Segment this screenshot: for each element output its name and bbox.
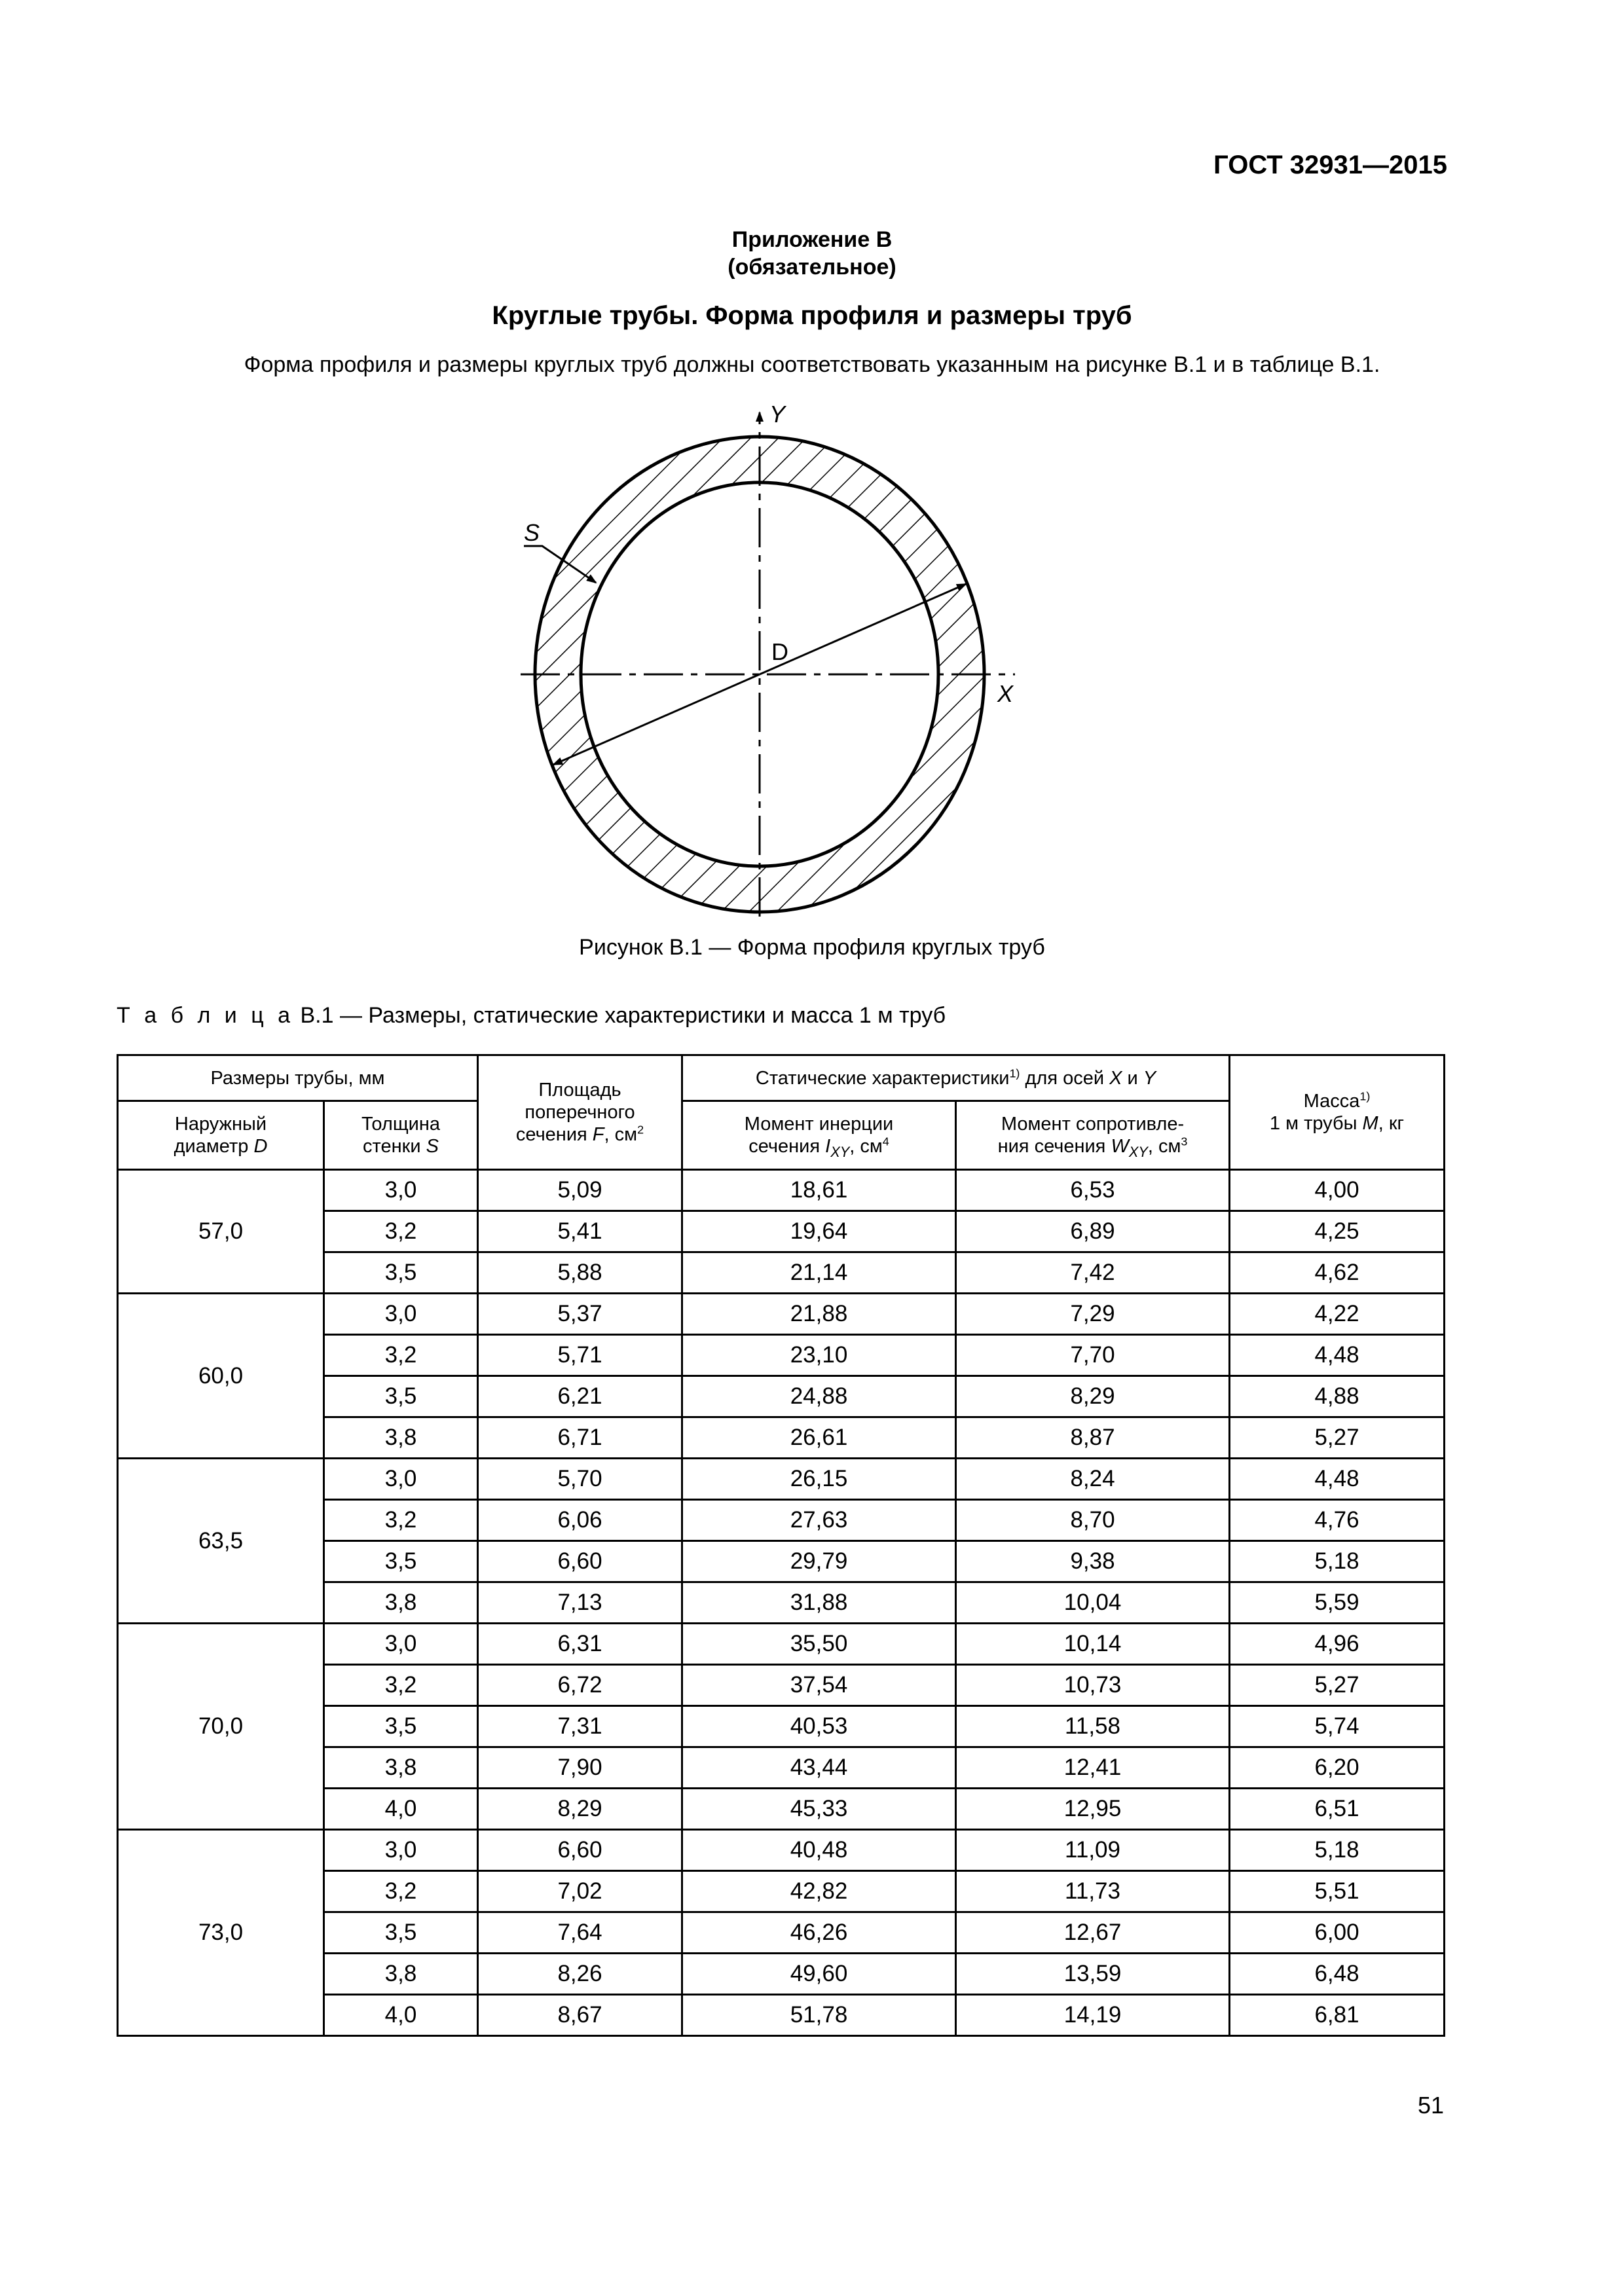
modulus-cell: 13,59 xyxy=(956,1954,1230,1995)
modulus-cell: 11,58 xyxy=(956,1706,1230,1747)
inertia-cell: 27,63 xyxy=(682,1500,956,1541)
inertia-cell: 19,64 xyxy=(682,1211,956,1252)
modulus-cell: 8,87 xyxy=(956,1417,1230,1459)
area-cell: 8,67 xyxy=(478,1995,682,2036)
mass-cell: 4,25 xyxy=(1230,1211,1445,1252)
area-cell: 5,09 xyxy=(478,1170,682,1211)
wall-thickness-cell: 3,5 xyxy=(324,1252,478,1294)
area-cell: 7,64 xyxy=(478,1912,682,1954)
wall-thickness-cell: 3,0 xyxy=(324,1459,478,1500)
intro-paragraph: Форма профиля и размеры круглых труб должны соответствовать указанным на рисунке В.1 и в таблице В.1. xyxy=(244,352,1380,377)
outer-diameter-cell: 57,0 xyxy=(118,1170,324,1294)
header-wall-thickness: Толщина стенки S xyxy=(324,1101,478,1170)
wall-thickness-cell: 3,8 xyxy=(324,1582,478,1624)
mass-cell: 5,74 xyxy=(1230,1706,1445,1747)
inertia-cell: 42,82 xyxy=(682,1871,956,1912)
modulus-cell: 7,70 xyxy=(956,1335,1230,1376)
appendix-title: Приложение В xyxy=(731,227,893,252)
mass-cell: 5,59 xyxy=(1230,1582,1445,1624)
modulus-cell: 8,29 xyxy=(956,1376,1230,1417)
appendix-status: (обязательное) xyxy=(728,255,896,280)
area-cell: 5,41 xyxy=(478,1211,682,1252)
area-cell: 7,13 xyxy=(478,1582,682,1624)
area-cell: 6,72 xyxy=(478,1665,682,1706)
wall-thickness-cell: 3,0 xyxy=(324,1830,478,1871)
modulus-cell: 12,67 xyxy=(956,1912,1230,1954)
modulus-cell: 11,09 xyxy=(956,1830,1230,1871)
inertia-cell: 21,88 xyxy=(682,1294,956,1335)
y-axis-label: Y xyxy=(769,401,786,428)
appendix-heading xyxy=(0,226,1624,281)
wall-thickness-cell: 3,8 xyxy=(324,1417,478,1459)
table-body xyxy=(118,1170,1445,2036)
modulus-cell: 7,42 xyxy=(956,1252,1230,1294)
outer-diameter-cell: 60,0 xyxy=(118,1294,324,1459)
wall-thickness-label: S xyxy=(524,519,540,546)
area-cell: 6,21 xyxy=(478,1376,682,1417)
modulus-cell: 9,38 xyxy=(956,1541,1230,1582)
wall-thickness-cell: 3,5 xyxy=(324,1541,478,1582)
wall-thickness-cell: 3,0 xyxy=(324,1170,478,1211)
table-row xyxy=(118,1294,1445,1335)
table-caption-text: В.1 — Размеры, статические характеристики и масса 1 м труб xyxy=(294,1003,946,1028)
wall-thickness-cell: 3,5 xyxy=(324,1376,478,1417)
inertia-cell: 18,61 xyxy=(682,1170,956,1211)
table-caption xyxy=(117,1003,946,1029)
mass-cell: 4,76 xyxy=(1230,1500,1445,1541)
mass-cell: 6,00 xyxy=(1230,1912,1445,1954)
mass-cell: 5,18 xyxy=(1230,1541,1445,1582)
area-cell: 5,70 xyxy=(478,1459,682,1500)
mass-cell: 6,81 xyxy=(1230,1995,1445,2036)
modulus-cell: 8,70 xyxy=(956,1500,1230,1541)
modulus-cell: 10,73 xyxy=(956,1665,1230,1706)
inertia-cell: 29,79 xyxy=(682,1541,956,1582)
area-cell: 7,02 xyxy=(478,1871,682,1912)
outer-diameter-cell: 73,0 xyxy=(118,1830,324,2036)
inertia-cell: 26,61 xyxy=(682,1417,956,1459)
inertia-cell: 49,60 xyxy=(682,1954,956,1995)
wall-thickness-cell: 3,0 xyxy=(324,1294,478,1335)
wall-thickness-cell: 3,8 xyxy=(324,1954,478,1995)
mass-cell: 4,00 xyxy=(1230,1170,1445,1211)
mass-cell: 4,62 xyxy=(1230,1252,1445,1294)
wall-thickness-cell: 3,0 xyxy=(324,1624,478,1665)
wall-thickness-cell: 3,5 xyxy=(324,1706,478,1747)
mass-cell: 6,20 xyxy=(1230,1747,1445,1789)
modulus-cell: 12,95 xyxy=(956,1789,1230,1830)
modulus-cell: 10,14 xyxy=(956,1624,1230,1665)
mass-cell: 4,48 xyxy=(1230,1459,1445,1500)
inertia-cell: 24,88 xyxy=(682,1376,956,1417)
modulus-cell: 12,41 xyxy=(956,1747,1230,1789)
diameter-label: D xyxy=(771,638,788,665)
area-cell: 8,29 xyxy=(478,1789,682,1830)
area-cell: 7,31 xyxy=(478,1706,682,1747)
area-cell: 6,06 xyxy=(478,1500,682,1541)
inertia-cell: 40,53 xyxy=(682,1706,956,1747)
wall-thickness-cell: 4,0 xyxy=(324,1995,478,2036)
modulus-cell: 7,29 xyxy=(956,1294,1230,1335)
area-cell: 5,88 xyxy=(478,1252,682,1294)
mass-cell: 6,51 xyxy=(1230,1789,1445,1830)
header-outer-diameter: Наружный диаметр D xyxy=(118,1101,324,1170)
wall-thickness-cell: 3,2 xyxy=(324,1500,478,1541)
area-cell: 6,60 xyxy=(478,1830,682,1871)
area-cell: 5,37 xyxy=(478,1294,682,1335)
area-cell: 5,71 xyxy=(478,1335,682,1376)
mass-cell: 4,88 xyxy=(1230,1376,1445,1417)
mass-cell: 4,48 xyxy=(1230,1335,1445,1376)
wall-thickness-cell: 3,2 xyxy=(324,1871,478,1912)
wall-thickness-cell: 3,8 xyxy=(324,1747,478,1789)
header-mass: Масса$^{1)}$ 1 м трубы M, кг xyxy=(1230,1055,1445,1170)
area-cell: 8,26 xyxy=(478,1954,682,1995)
inertia-cell: 37,54 xyxy=(682,1665,956,1706)
inertia-cell: 45,33 xyxy=(682,1789,956,1830)
area-cell: 6,71 xyxy=(478,1417,682,1459)
inertia-cell: 21,14 xyxy=(682,1252,956,1294)
wall-thickness-cell: 3,5 xyxy=(324,1912,478,1954)
inertia-cell: 35,50 xyxy=(682,1624,956,1665)
inertia-cell: 26,15 xyxy=(682,1459,956,1500)
figure-caption: Рисунок В.1 — Форма профиля круглых труб xyxy=(579,935,1045,960)
header-cross-section-area: Площадь поперечного сечения F, $см^2$ xyxy=(478,1055,682,1170)
inertia-cell: 31,88 xyxy=(682,1582,956,1624)
mass-cell: 4,22 xyxy=(1230,1294,1445,1335)
pipe-dimensions-table xyxy=(117,1054,1445,2037)
area-cell: 6,31 xyxy=(478,1624,682,1665)
header-pipe-size: Размеры трубы, мм xyxy=(118,1055,478,1101)
outer-diameter-cell: 70,0 xyxy=(118,1624,324,1830)
area-cell: 6,60 xyxy=(478,1541,682,1582)
wall-thickness-cell: 3,2 xyxy=(324,1211,478,1252)
modulus-cell: 8,24 xyxy=(956,1459,1230,1500)
modulus-cell: 6,89 xyxy=(956,1211,1230,1252)
outer-diameter-cell: 63,5 xyxy=(118,1459,324,1624)
wall-thickness-cell: 3,2 xyxy=(324,1335,478,1376)
header-moment-of-inertia: Момент инерции сечения $I_{XY}$, $см^4$ xyxy=(682,1101,956,1170)
inertia-cell: 23,10 xyxy=(682,1335,956,1376)
inertia-cell: 43,44 xyxy=(682,1747,956,1789)
section-title: Круглые трубы. Форма профиля и размеры труб xyxy=(492,301,1132,330)
inertia-cell: 51,78 xyxy=(682,1995,956,2036)
modulus-cell: 11,73 xyxy=(956,1871,1230,1912)
page-number: 51 xyxy=(1417,2092,1444,2119)
inertia-cell: 40,48 xyxy=(682,1830,956,1871)
table-row xyxy=(118,1830,1445,1871)
mass-cell: 6,48 xyxy=(1230,1954,1445,1995)
mass-cell: 4,96 xyxy=(1230,1624,1445,1665)
wall-thickness-cell: 4,0 xyxy=(324,1789,478,1830)
mass-cell: 5,51 xyxy=(1230,1871,1445,1912)
modulus-cell: 14,19 xyxy=(956,1995,1230,2036)
x-axis-label: X xyxy=(997,680,1014,707)
header-static-characteristics: Статические характеристики$^{1)}$ для осей X и Y xyxy=(682,1055,1230,1101)
pipe-profile-figure xyxy=(511,399,1048,923)
mass-cell: 5,18 xyxy=(1230,1830,1445,1871)
modulus-cell: 10,04 xyxy=(956,1582,1230,1624)
document-code: ГОСТ 32931—2015 xyxy=(1213,151,1447,179)
modulus-cell: 6,53 xyxy=(956,1170,1230,1211)
table-row xyxy=(118,1624,1445,1665)
mass-cell: 5,27 xyxy=(1230,1417,1445,1459)
area-cell: 7,90 xyxy=(478,1747,682,1789)
table-row xyxy=(118,1459,1445,1500)
table-row xyxy=(118,1170,1445,1211)
table-caption-prefix: Т а б л и ц а xyxy=(117,1003,295,1028)
mass-cell: 5,27 xyxy=(1230,1665,1445,1706)
inertia-cell: 46,26 xyxy=(682,1912,956,1954)
header-section-modulus: Момент сопротивле- ния сечения $W_{XY}$, $см^3$ xyxy=(956,1101,1230,1170)
wall-thickness-cell: 3,2 xyxy=(324,1665,478,1706)
